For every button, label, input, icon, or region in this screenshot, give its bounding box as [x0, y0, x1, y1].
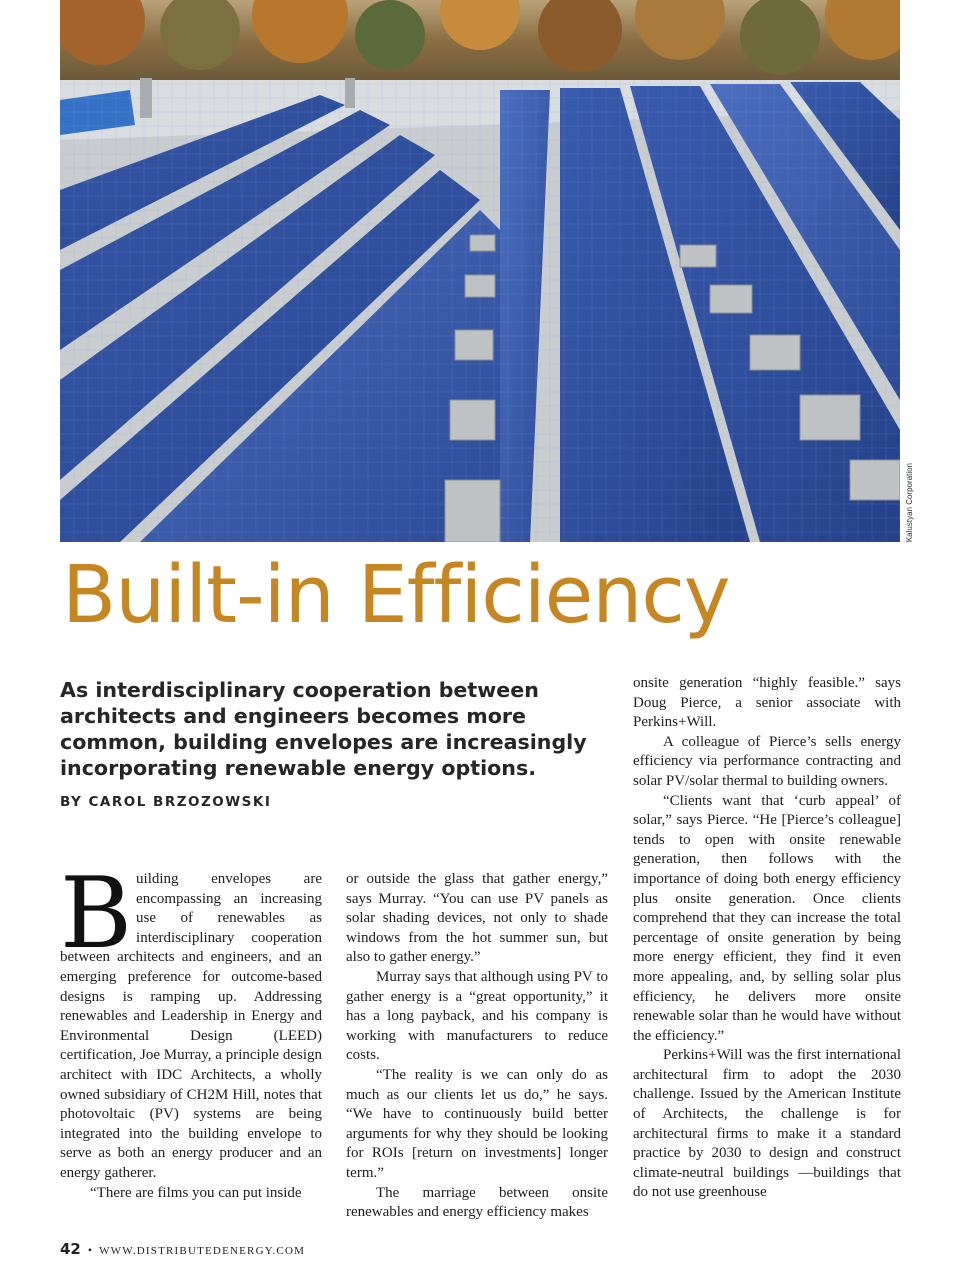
photo-credit-text: Kalustyan Corporation: [904, 462, 914, 542]
paragraph: [60, 857, 322, 1184]
hero-photo: [60, 0, 900, 542]
page-footer: [60, 1240, 305, 1258]
paragraph: onsite generation “highly feasible.” says Doug Pierce, a senior associate with Perkins+Will.: [633, 675, 901, 731]
paragraph: “Clients want that ‘curb appeal’ of solar,” says Pierce. “He [Pierce’s colleague] tends to open with onsite renewable generation, then follows with the importance of doing both energy efficiency plus onsite generation. Once clients comprehend that they can increase the total percentage of onsite generation by being more energy efficient, they find it even more appealing, and, by selling solar plus efficiency, he delivers more onsite renewable solar than he would have without the efficiency.”: [633, 792, 901, 1044]
article-title: Built-in Efficiency: [62, 549, 730, 641]
paragraph: or outside the glass that gather energy,” says Murray. “You can use PV panels as solar shading devices, not only to shade windows from the hot summer sun, but also to gather energy.”: [346, 871, 608, 966]
paragraph: A colleague of Pierce’s sells energy efficiency via performance contracting and solar PV/solar thermal to building owners.: [633, 733, 901, 789]
column-3: [633, 674, 901, 1203]
solar-array-illustration: [60, 0, 900, 542]
paragraph: “The reality is we can only do as much as our clients let us do,” he says. “We have to continuously build better arguments for why they should be looking for ROIs [return on investments] longer term.”: [346, 1066, 608, 1181]
column-2: [346, 870, 608, 1223]
paragraph: Perkins+Will was the first international architectural firm to adopt the 2030 challenge. Issued by the American Institute of Architects, the challenge is for architectural firms to make it a standard practice by 2030 to design and construct climate-neutral buildings —buildings that do not use greenhouse: [633, 1047, 901, 1201]
paragraph: “There are films you can put inside: [90, 1184, 302, 1201]
article-deck: As interdisciplinary cooperation between architects and engineers becomes more common, building envelopes are increasingly incorporating renewable energy options.: [60, 678, 587, 780]
page-number: 42: [60, 1240, 81, 1258]
paragraph-text: uilding envelopes are encompassing an increasing use of renewables as interdisciplinary cooperation between architects and engineers, and an emerging preference for outcome-based designs is ramping up. Addressing renewables and Leadership in Energy and Environmental Design (LEED) certification, Joe Murray, a principle design architect with IDC Architects, a wholly owned subsidiary of CH2M Hill, notes that photovoltaic (PV) systems are being integrated into the building envelope to serve as both an energy producer and an energy gatherer.: [60, 871, 322, 1181]
paragraph: Murray says that although using PV to gather energy is a “great opportunity,” it has a long payback, and his company is working with manufacturers to reduce costs.: [346, 968, 608, 1064]
photo-credit: [899, 0, 919, 542]
drop-cap: B: [60, 857, 133, 971]
paragraph: The marriage between onsite renewables and energy efficiency makes: [346, 1184, 608, 1221]
article-byline: BY CAROL BRZOZOWSKI: [60, 794, 272, 810]
website-link[interactable]: WWW.DISTRIBUTEDENERGY.COM: [99, 1245, 306, 1257]
footer-separator: •: [87, 1243, 93, 1257]
column-1: [60, 857, 322, 1203]
